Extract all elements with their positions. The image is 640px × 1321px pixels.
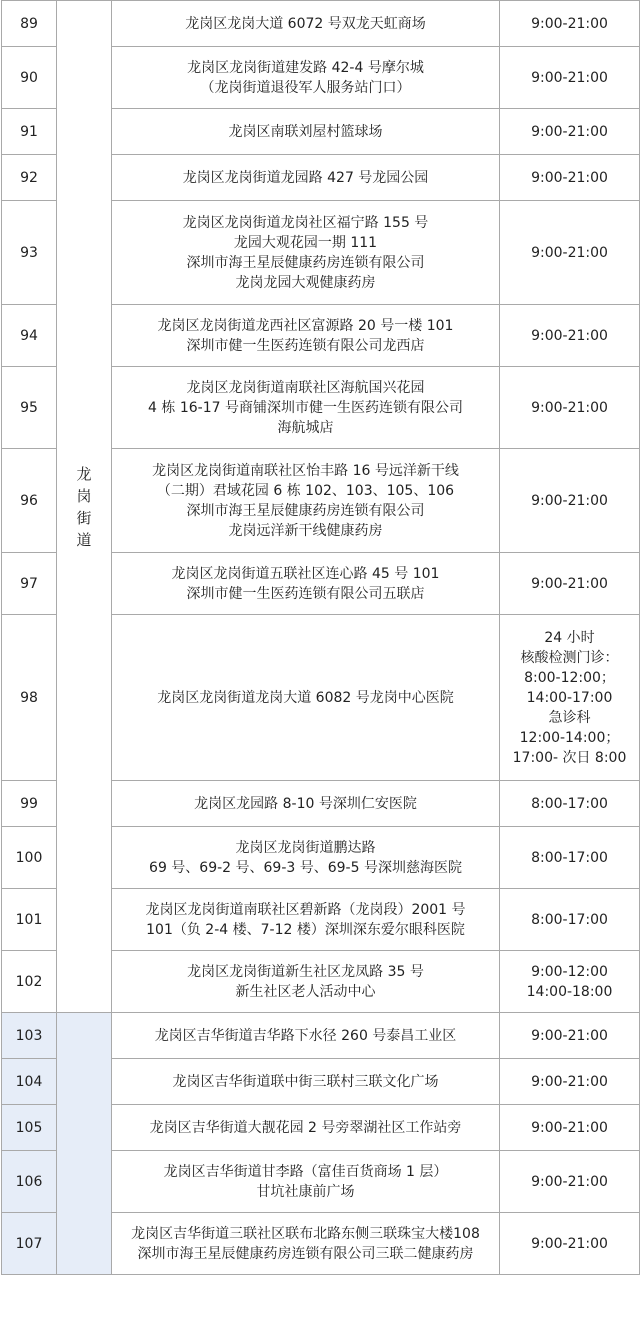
opening-hours: 8:00-17:00: [500, 781, 640, 827]
district-label: 龙岗街道: [76, 464, 92, 549]
opening-hours: 9:00-21:00: [500, 305, 640, 367]
district-cell-longgang: [57, 1, 112, 1013]
row-number: 93: [2, 201, 57, 305]
opening-hours: 24 小时 核酸检测门诊： 8:00-12:00； 14:00-17:00 急诊科 12:00-14:00； 17:00- 次日 8:00: [500, 615, 640, 781]
district-cell-jihua: [57, 1013, 112, 1275]
row-number: 100: [2, 827, 57, 889]
site-table-body: [2, 1, 640, 1275]
site-address: 龙岗区吉华街道联中街三联村三联文化广场: [112, 1059, 500, 1105]
row-number: 97: [2, 553, 57, 615]
site-address: 龙岗区龙岗街道龙岗大道 6082 号龙岗中心医院: [112, 615, 500, 781]
row-number: 102: [2, 951, 57, 1013]
row-number: 94: [2, 305, 57, 367]
opening-hours: 9:00-12:00 14:00-18:00: [500, 951, 640, 1013]
row-number: 96: [2, 449, 57, 553]
site-address: 龙岗区吉华街道吉华路下水径 260 号泰昌工业区: [112, 1013, 500, 1059]
opening-hours: 9:00-21:00: [500, 1, 640, 47]
site-address: 龙岗区龙岗街道五联社区连心路 45 号 101 深圳市健一生医药连锁有限公司五联店: [112, 553, 500, 615]
opening-hours: 8:00-17:00: [500, 889, 640, 951]
row-number: 104: [2, 1059, 57, 1105]
row-number: 105: [2, 1105, 57, 1151]
opening-hours: 9:00-21:00: [500, 1213, 640, 1275]
site-address: 龙岗区龙岗街道南联社区海航国兴花园 4 栋 16-17 号商铺深圳市健一生医药连锁有限公司 海航城店: [112, 367, 500, 449]
row-number: 101: [2, 889, 57, 951]
site-address: 龙岗区吉华街道甘李路（富佳百货商场 1 层） 甘坑社康前广场: [112, 1151, 500, 1213]
opening-hours: 9:00-21:00: [500, 1151, 640, 1213]
opening-hours: 9:00-21:00: [500, 1059, 640, 1105]
site-address: 龙岗区龙岗街道南联社区怡丰路 16 号远洋新干线 （二期）君域花园 6 栋 102、103、105、106 深圳市海王星辰健康药房连锁有限公司 龙岗远洋新干线健康药房: [112, 449, 500, 553]
opening-hours: 9:00-21:00: [500, 155, 640, 201]
opening-hours: 9:00-21:00: [500, 47, 640, 109]
site-address: 龙岗区龙岗街道南联社区碧新路（龙岗段）2001 号 101（负 2-4 楼、7-12 楼）深圳深东爱尔眼科医院: [112, 889, 500, 951]
row-number: 91: [2, 109, 57, 155]
site-table: [1, 0, 640, 1275]
site-address: 龙岗区龙岗街道龙园路 427 号龙园公园: [112, 155, 500, 201]
opening-hours: 9:00-21:00: [500, 1105, 640, 1151]
site-address: 龙岗区吉华街道大靓花园 2 号旁翠湖社区工作站旁: [112, 1105, 500, 1151]
opening-hours: 9:00-21:00: [500, 109, 640, 155]
opening-hours: 8:00-17:00: [500, 827, 640, 889]
row-number: 107: [2, 1213, 57, 1275]
opening-hours: 9:00-21:00: [500, 1013, 640, 1059]
opening-hours: 9:00-21:00: [500, 201, 640, 305]
row-number: 92: [2, 155, 57, 201]
opening-hours: 9:00-21:00: [500, 449, 640, 553]
row-number: 99: [2, 781, 57, 827]
table-row: [2, 1, 640, 47]
site-address: 龙岗区龙岗街道建发路 42-4 号摩尔城 （龙岗街道退役军人服务站门口）: [112, 47, 500, 109]
site-address: 龙岗区吉华街道三联社区联布北路东侧三联珠宝大楼108 深圳市海王星辰健康药房连锁有限公司三联二健康药房: [112, 1213, 500, 1275]
row-number: 103: [2, 1013, 57, 1059]
row-number: 90: [2, 47, 57, 109]
row-number: 106: [2, 1151, 57, 1213]
row-number: 95: [2, 367, 57, 449]
row-number: 98: [2, 615, 57, 781]
site-address: 龙岗区龙岗大道 6072 号双龙天虹商场: [112, 1, 500, 47]
site-address: 龙岗区龙园路 8-10 号深圳仁安医院: [112, 781, 500, 827]
site-address: 龙岗区龙岗街道鹏达路 69 号、69-2 号、69-3 号、69-5 号深圳慈海医院: [112, 827, 500, 889]
site-address: 龙岗区龙岗街道新生社区龙凤路 35 号 新生社区老人活动中心: [112, 951, 500, 1013]
row-number: 89: [2, 1, 57, 47]
site-address: 龙岗区龙岗街道龙岗社区福宁路 155 号 龙园大观花园一期 111 深圳市海王星辰健康药房连锁有限公司 龙岗龙园大观健康药房: [112, 201, 500, 305]
site-address: 龙岗区南联刘屋村篮球场: [112, 109, 500, 155]
table-row: [2, 1013, 640, 1059]
opening-hours: 9:00-21:00: [500, 553, 640, 615]
opening-hours: 9:00-21:00: [500, 367, 640, 449]
site-address: 龙岗区龙岗街道龙西社区富源路 20 号一楼 101 深圳市健一生医药连锁有限公司龙西店: [112, 305, 500, 367]
